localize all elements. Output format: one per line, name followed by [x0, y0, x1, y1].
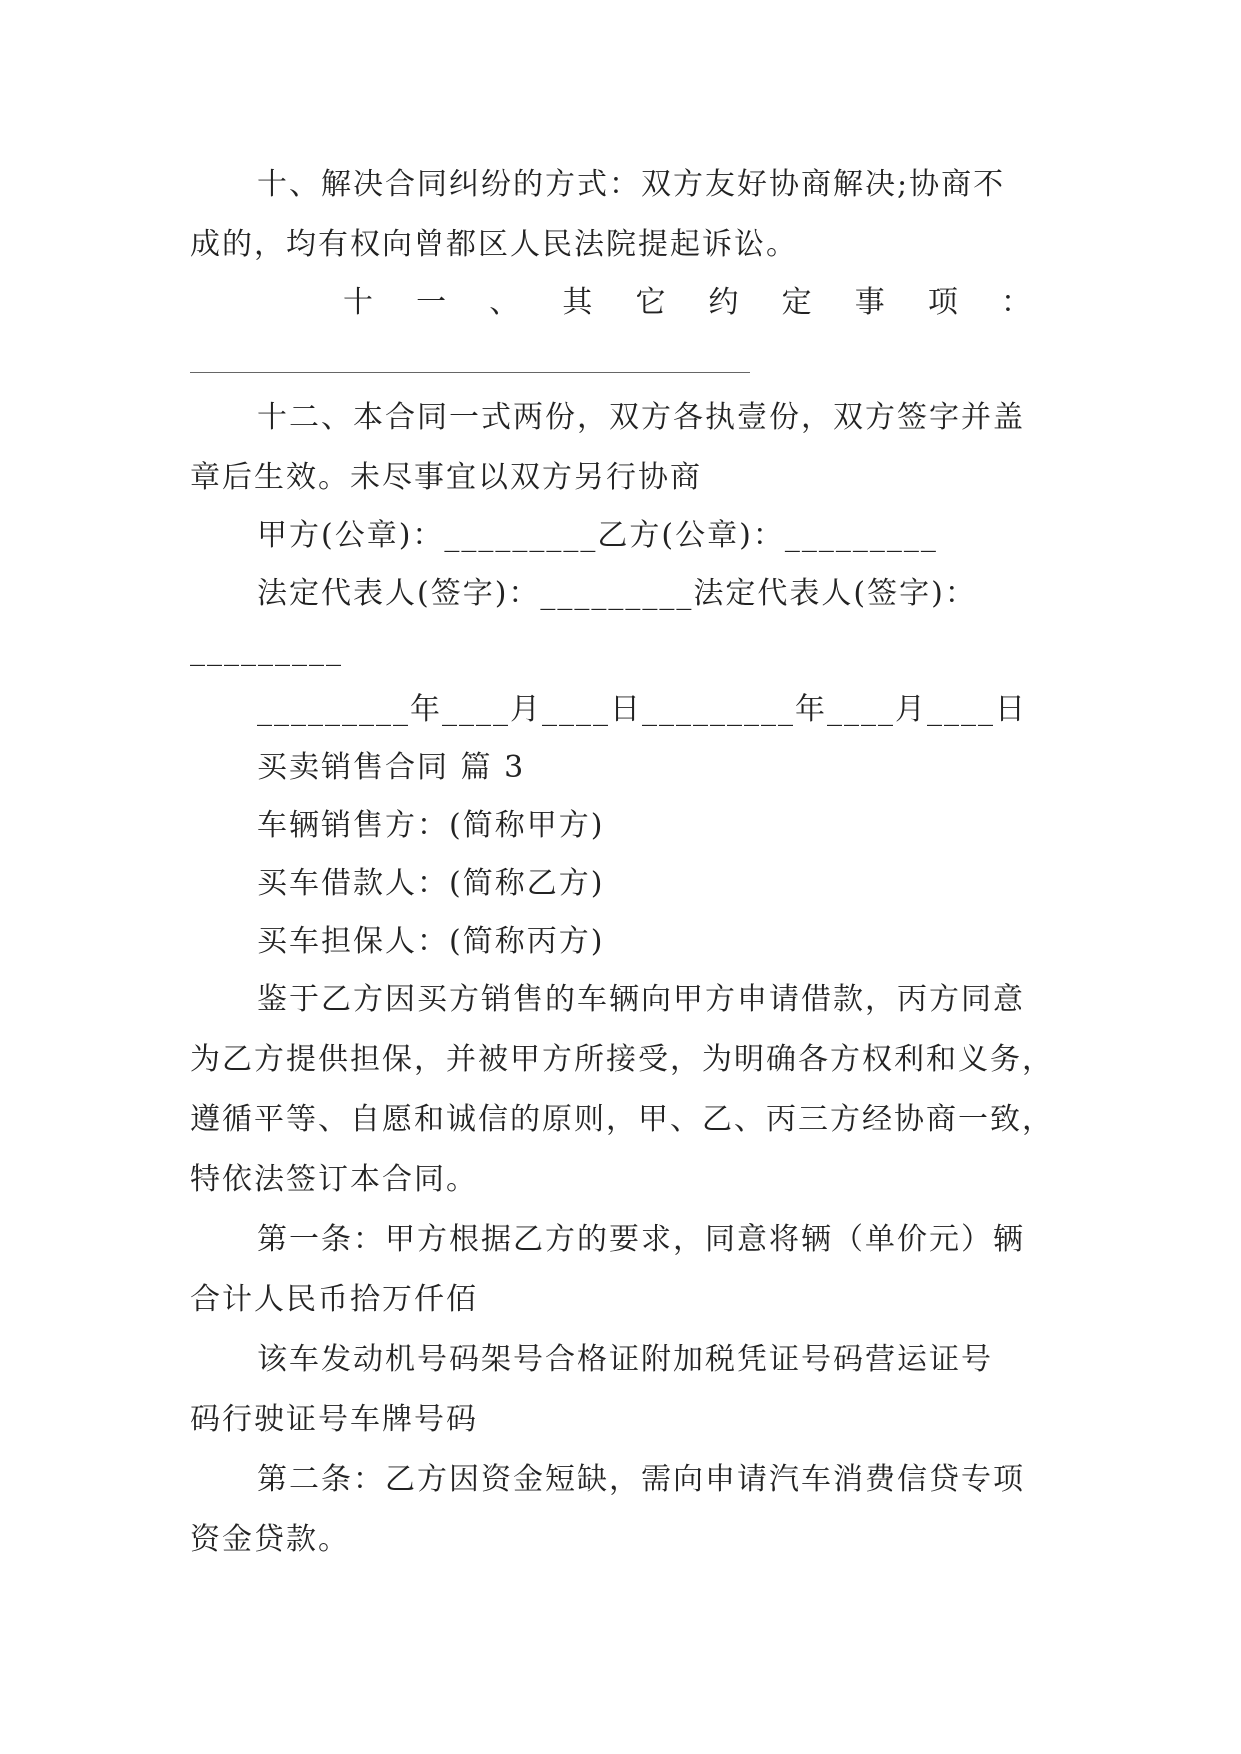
clause-eleven-blank-rule	[190, 372, 750, 373]
date-line: _________年____月____日_________年____月____日	[257, 692, 1027, 727]
clause-twelve-line-2: 章后生效。未尽事宜以双方另行协商	[190, 460, 702, 495]
preamble-line-1: 鉴于乙方因买方销售的车辆向甲方申请借款，丙方同意	[257, 982, 1025, 1017]
preamble-line-2: 为乙方提供担保，并被甲方所接受，为明确各方权利和义务，	[190, 1042, 1054, 1077]
article-one-line-1: 第一条：甲方根据乙方的要求，同意将辆（单价元）辆	[257, 1222, 1025, 1257]
vehicle-info-line-1: 该车发动机号码架号合格证附加税凭证号码营运证号	[257, 1342, 993, 1377]
clause-eleven-heading	[343, 283, 1033, 323]
clause-eleven-char: 它	[635, 285, 668, 320]
clause-twelve-line-1: 十二、本合同一式两份，双方各执壹份，双方签字并盖	[257, 400, 1025, 435]
section-title: 买卖销售合同 篇 3	[257, 750, 526, 785]
seller-line: 车辆销售方：(简称甲方)	[257, 808, 605, 843]
clause-eleven-char: 项	[927, 285, 960, 320]
preamble-line-4: 特依法签订本合同。	[190, 1162, 478, 1197]
clause-eleven-char: 一	[416, 285, 449, 320]
clause-eleven-char: 其	[562, 285, 595, 320]
article-two-line-2: 资金贷款。	[190, 1522, 350, 1557]
representative-signature-blank: _________	[190, 632, 343, 667]
clause-eleven-char: 约	[708, 285, 741, 320]
clause-eleven-char: 、	[489, 285, 522, 320]
clause-ten-line-2: 成的，均有权向曾都区人民法院提起诉讼。	[190, 227, 798, 262]
clause-eleven-char: 定	[781, 285, 814, 320]
borrower-line: 买车借款人：(简称乙方)	[257, 866, 605, 901]
party-seal-line: 甲方(公章)：_________乙方(公章)：_________	[257, 518, 938, 553]
guarantor-line: 买车担保人：(简称丙方)	[257, 924, 605, 959]
representative-signature-line: 法定代表人(签字)：_________法定代表人(签字)：	[257, 576, 977, 611]
preamble-line-3: 遵循平等、自愿和诚信的原则，甲、乙、丙三方经协商一致，	[190, 1102, 1054, 1137]
clause-eleven-char: 十	[343, 285, 375, 320]
clause-ten-line-1: 十、解决合同纠纷的方式：双方友好协商解决;协商不	[257, 167, 1006, 202]
clause-eleven-char: ：	[1000, 285, 1033, 320]
vehicle-info-line-2: 码行驶证号车牌号码	[190, 1402, 478, 1437]
article-one-line-2: 合计人民币拾万仟佰	[190, 1282, 478, 1317]
article-two-line-1: 第二条：乙方因资金短缺，需向申请汽车消费信贷专项	[257, 1462, 1025, 1497]
clause-eleven-char: 事	[854, 285, 887, 320]
